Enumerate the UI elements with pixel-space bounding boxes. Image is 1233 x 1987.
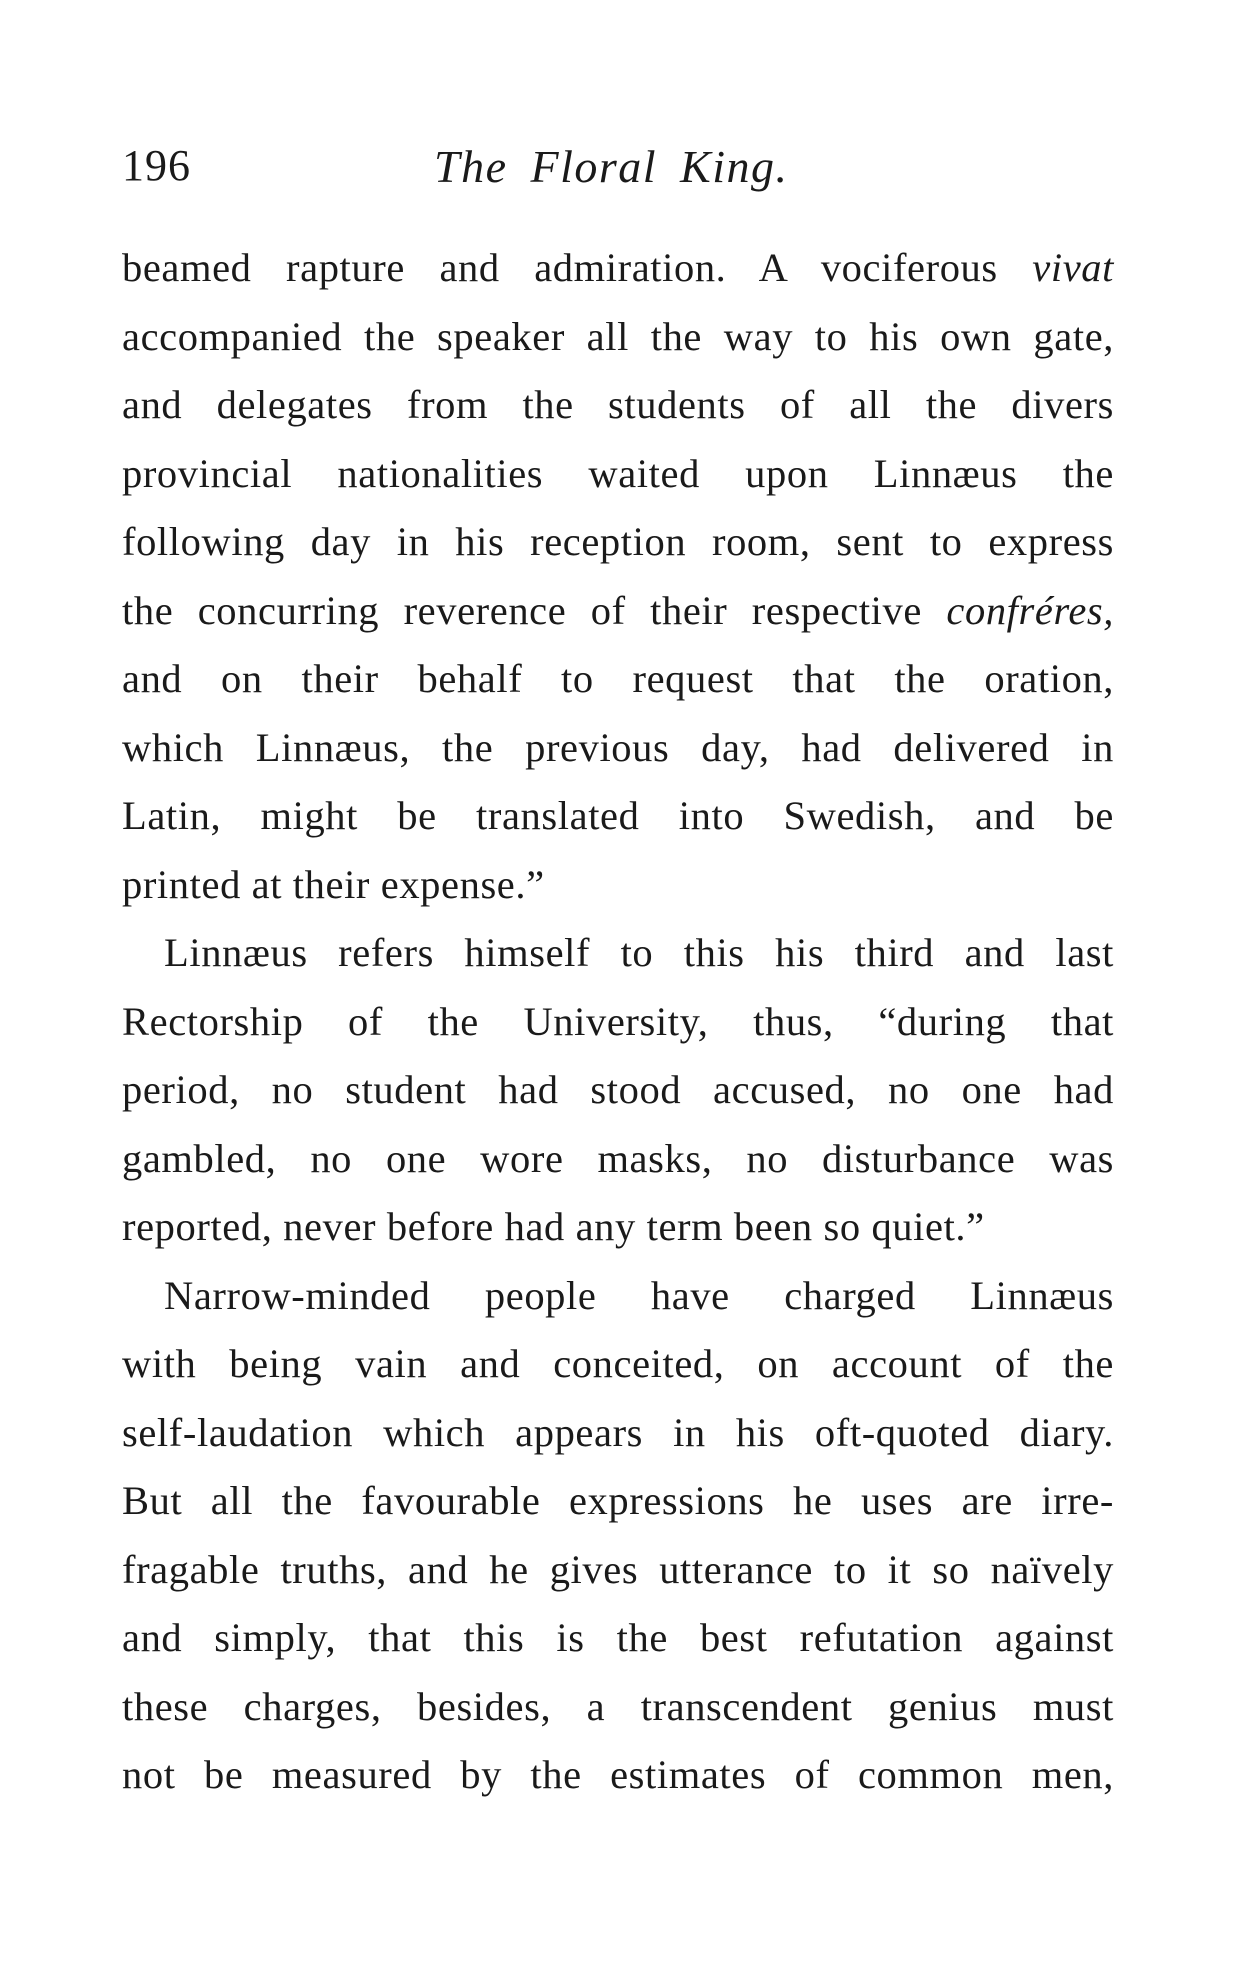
running-title: The Floral King. — [434, 141, 789, 192]
page-header — [122, 140, 1122, 200]
text-line: these charges, besides, a transcendent genius must — [122, 1683, 1114, 1729]
text-line: Rectorship of the University, thus, “during that — [122, 998, 1114, 1044]
text-line: But all the favourable expressions he uses are irre- — [122, 1478, 1114, 1523]
text-line: fragable truths, and he gives utterance to it so naïvely — [122, 1546, 1114, 1592]
text-segment: beamed rapture and admiration. A vociferous — [122, 245, 1033, 290]
page-number: 196 — [122, 141, 191, 190]
text-line: gambled, no one wore masks, no disturbance was — [122, 1135, 1114, 1181]
text-line-paragraph-start: Narrow-minded people have charged Linnæus — [164, 1272, 1114, 1318]
text-line: and simply, that this is the best refutation against — [122, 1615, 1114, 1660]
text-line-paragraph-end: reported, never before had any term been so quiet.” — [122, 1204, 985, 1249]
text-line: period, no student had stood accused, no one had — [122, 1067, 1114, 1112]
italic-word-confreres: confréres, — [946, 587, 1114, 633]
text-line — [122, 234, 1114, 303]
text-line: Latin, might be translated into Swedish, and be — [122, 793, 1114, 838]
text-line: and delegates from the students of all the divers — [122, 382, 1114, 427]
text-line-paragraph-start: Linnæus refers himself to this his third and last — [164, 930, 1114, 975]
text-line: with being vain and conceited, on account of the — [122, 1341, 1114, 1386]
text-line: not be measured by the estimates of common men, — [122, 1752, 1114, 1797]
italic-word-vivat: vivat — [1032, 245, 1114, 290]
text-line: provincial nationalities waited upon Linnæus the — [122, 450, 1114, 496]
text-line: self-laudation which appears in his oft-quoted diary. — [122, 1409, 1114, 1455]
body-text — [122, 234, 1114, 1810]
text-segment: the concurring reverence of their respective — [122, 587, 947, 633]
text-line: and on their behalf to request that the oration, — [122, 656, 1114, 701]
text-line — [122, 577, 1114, 646]
text-line-paragraph-end: printed at their expense.” — [122, 861, 545, 907]
text-line: accompanied the speaker all the way to his own gate, — [122, 313, 1114, 359]
text-line: which Linnæus, the previous day, had delivered in — [122, 724, 1114, 770]
text-line: following day in his reception room, sent to express — [122, 519, 1114, 564]
